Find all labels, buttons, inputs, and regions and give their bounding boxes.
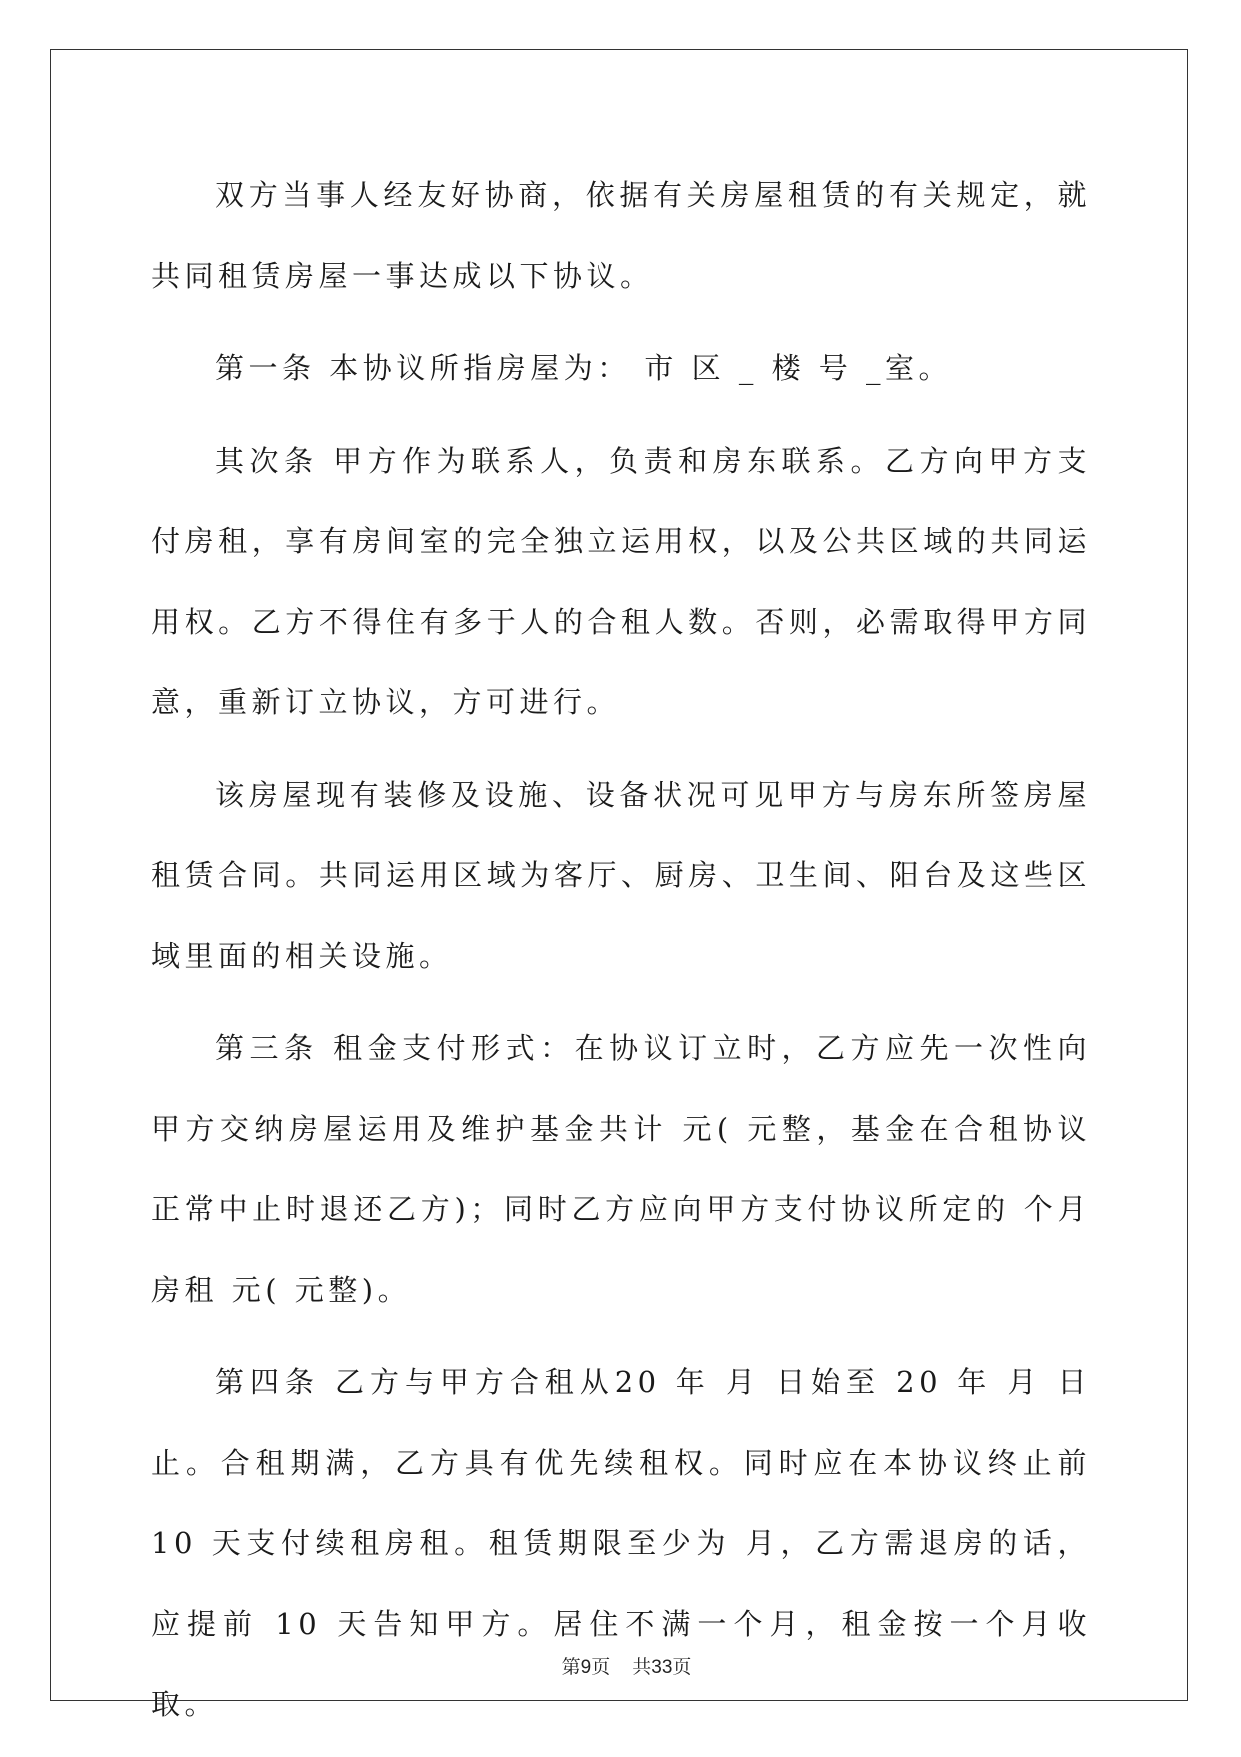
paragraph-article-1: 第一条 本协议所指房屋为： 市 区 _ 楼 号 _室。 — [215, 351, 953, 385]
document-body — [151, 155, 1105, 1757]
footer-page-number: 9 — [580, 1657, 592, 1678]
footer-total-pages: 33 — [651, 1657, 673, 1678]
paragraph-article-4: 第四条 乙方与甲方合租从20 年 月 日始至 20 年 月 日止。合租期满，乙方具有优先续租权。同时应在本协议终止前 10 天支付续租房租。租赁期限至少为 月，乙方需退房的话，应提前 10 天告知甲方。居住不满一个月，租金按一个月收取。 — [151, 1365, 1105, 1721]
paragraph-intro: 双方当事人经友好协商，依据有关房屋租赁的有关规定，就共同租赁房屋一事达成以下协议。 — [151, 178, 1091, 293]
footer-total-prefix: 共 — [632, 1656, 652, 1678]
footer-page-suffix: 页 — [591, 1656, 611, 1678]
paragraph-facilities: 该房屋现有装修及设施、设备状况可见甲方与房东所签房屋租赁合同。共同运用区域为客厅、厨房、卫生间、阳台及这些区域里面的相关设施。 — [151, 777, 1091, 973]
footer-total-suffix: 页 — [672, 1656, 692, 1678]
paragraph-article-3: 第三条 租金支付形式：在协议订立时，乙方应先一次性向甲方交纳房屋运用及维护基金共计 元( 元整，基金在合租协议正常中止时退还乙方)；同时乙方应向甲方支付协议所定的 个月房租 元( 元整)。 — [151, 1031, 1091, 1307]
footer-page-prefix: 第 — [561, 1656, 581, 1678]
paragraph-article-2: 其次条 甲方作为联系人，负责和房东联系。乙方向甲方支付房租，享有房间室的完全独立运用权，以及公共区域的共同运用权。乙方不得住有多于人的合租人数。否则，必需取得甲方同意，重新订立协议，方可进行。 — [151, 443, 1091, 719]
page-footer — [0, 1630, 1241, 1679]
